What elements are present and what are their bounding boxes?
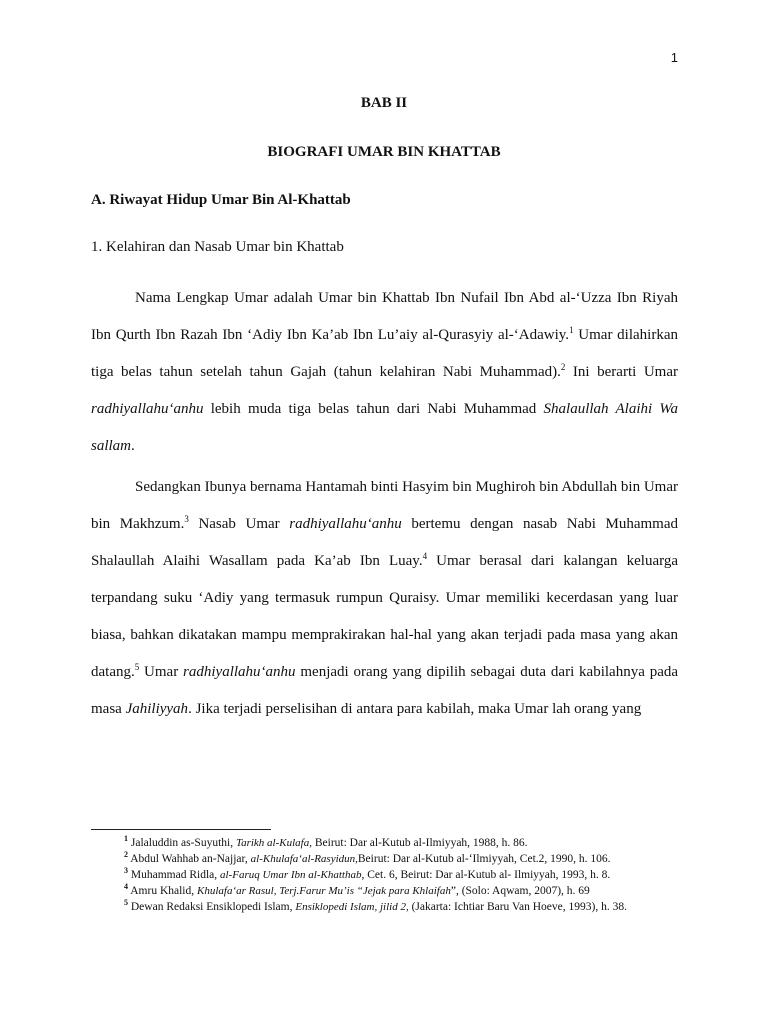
paragraph-text: .	[131, 438, 135, 454]
footnote-ref[interactable]: 2	[560, 362, 566, 372]
footnote-text: ”, (Solo: Aqwam, 2007), h. 69	[450, 885, 590, 897]
paragraph-text: bertemu dengan nasab Nabi Muhammad Shalaullah Alaihi Wasallam pada Ka’ab Ibn Luay.	[91, 516, 678, 569]
footnote-title: Khulafa‘ar Rasul, Terj.Farur Mu’is “Jejak para Khlaifah	[197, 885, 451, 897]
footnote-ref[interactable]: 4	[422, 551, 428, 561]
footnote-text: , Cet. 6, Beirut: Dar al-Kutub al- Ilmiyyah, 1993, h. 8.	[361, 869, 611, 881]
paragraph-birth	[91, 280, 678, 465]
paragraph-text: Nasab Umar	[188, 516, 290, 532]
page-number: 1	[670, 50, 678, 65]
footnote-text: Beirut: Dar al-Kutub al-Ilmiyyah, 1988, h. 86.	[311, 837, 528, 849]
footnotes	[91, 835, 678, 915]
footnote-1	[91, 835, 678, 851]
footnote-text: Muhammad Ridla,	[130, 869, 220, 881]
footnote-mark: 3	[124, 866, 128, 876]
paragraph-text: Umar berasal dari kalangan keluarga terpandang suku ‘Adiy yang termasuk rumpun Quraisy. Umar memiliki kecerdasan yang luar biasa, bahkan dikatakan mampu memprakirakan hal-hal yang akan terjadi pada masa yang akan datang.	[91, 553, 679, 680]
footnote-mark: 2	[124, 850, 128, 860]
footnote-ref[interactable]: 5	[134, 662, 140, 672]
paragraph-text: Sedangkan Ibunya bernama Hantamah binti Hasyim bin Mughiroh bin Abdullah bin Umar bin Makhzum.	[91, 479, 678, 532]
footnote-text: (Jakarta: Ichtiar Baru Van Hoeve, 1993), h. 38.	[408, 901, 627, 913]
footnote-text: Abdul Wahhab an-Najjar,	[130, 853, 251, 865]
footnote-2	[91, 851, 678, 867]
italic-term: Shalaullah Alaihi Wa sallam	[91, 401, 679, 454]
paragraph-text: Umar dilahirkan tiga belas tahun setelah tahun Gajah (tahun kelahiran Nabi Muhammad).	[91, 327, 678, 380]
paragraph-text: lebih muda tiga belas tahun dari Nabi Muhammad	[203, 401, 544, 417]
footnote-title: Ensiklopedi Islam, jilid 2,	[295, 901, 409, 913]
footnote-separator	[91, 829, 271, 830]
paragraph-text: . Jika terjadi perselisihan di antara para kabilah, maka Umar lah orang yang	[188, 701, 642, 717]
footnote-text: Amru Khalid,	[130, 885, 198, 897]
footnote-mark: 5	[124, 898, 128, 908]
footnote-title: al-Khulafa‘al-Rasyidun,	[250, 853, 358, 865]
footnote-ref[interactable]: 1	[569, 325, 574, 335]
paragraph-text: Nama Lengkap Umar adalah Umar bin Khattab Ibn Nufail Ibn Abd al-‘Uzza Ibn Riyah Ibn Qurth Ibn Razah Ibn ‘Adiy Ibn Ka’ab Ibn Lu’aiy al-Qurasyiy al-‘Adawiy.	[91, 290, 678, 343]
italic-term: Jahiliyyah	[125, 701, 189, 717]
footnote-title: Tarikh al-Kulafa,	[235, 837, 312, 849]
italic-term: radhiyallahu‘anhu	[183, 664, 296, 680]
footnote-text: Jalaluddin as-Suyuthi,	[130, 837, 236, 849]
footnote-5	[91, 899, 678, 915]
paragraph-text: Ini berarti Umar	[565, 364, 678, 380]
footnote-mark: 1	[124, 834, 128, 844]
footnote-title: al-Faruq Umar Ibn al-Khatthab	[220, 869, 362, 881]
italic-term: radhiyallahu‘anhu	[91, 401, 204, 417]
footnote-4	[91, 883, 678, 899]
chapter-heading: BAB II	[360, 95, 408, 111]
footnote-mark: 4	[124, 882, 128, 892]
subsection-heading: 1. Kelahiran dan Nasab Umar bin Khattab	[91, 239, 344, 255]
footnote-text: Beirut: Dar al-Kutub al-‘Ilmiyyah, Cet.2, 1990, h. 106.	[357, 853, 611, 865]
chapter-title: BIOGRAFI UMAR BIN KHATTAB	[267, 144, 501, 160]
paragraph-text: menjadi orang yang dipilih sebagai duta dari kabilahnya pada masa	[91, 664, 679, 717]
paragraph-lineage	[91, 469, 678, 728]
paragraph-text: Umar	[139, 664, 184, 680]
section-heading: A. Riwayat Hidup Umar Bin Al-Khattab	[91, 192, 351, 208]
footnote-3	[91, 867, 678, 883]
italic-term: radhiyallahu‘anhu	[289, 516, 402, 532]
footnote-ref[interactable]: 3	[184, 514, 189, 524]
footnote-text: Dewan Redaksi Ensiklopedi Islam,	[130, 901, 296, 913]
